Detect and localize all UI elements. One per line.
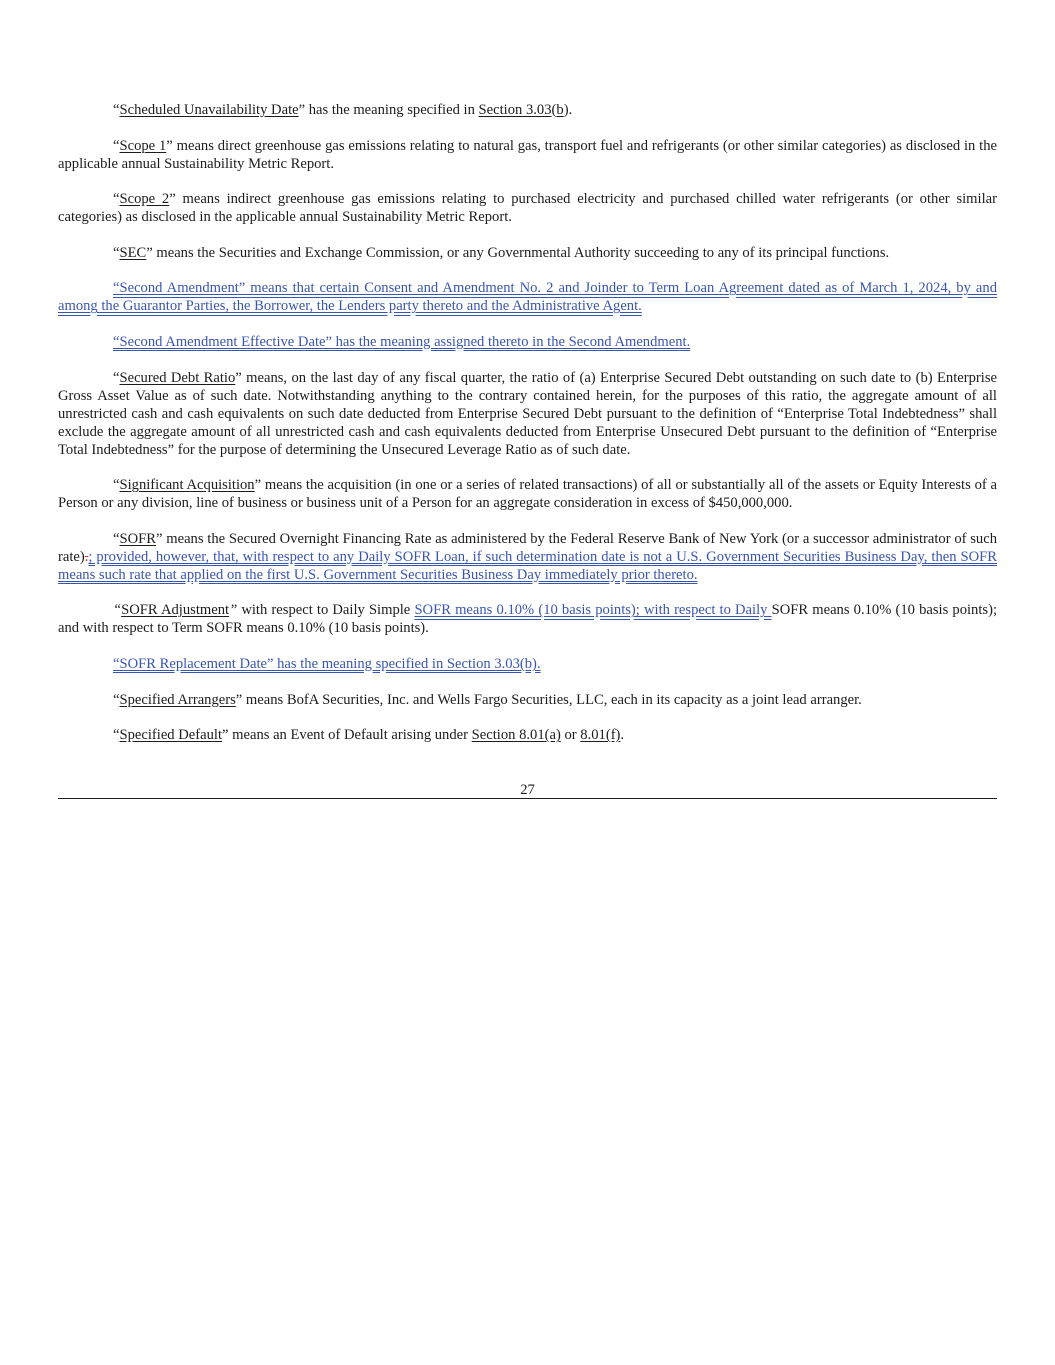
inserted-text: “SOFR Replacement Date” has the meaning specified in Section 3.03(b). <box>113 655 541 672</box>
defined-term: Scope 1 <box>119 137 167 154</box>
defined-term: SEC <box>119 244 147 261</box>
paren-close: ) <box>563 102 569 118</box>
definition-scheduled-unavailability-date <box>58 101 997 119</box>
close-quote: ” <box>229 602 238 619</box>
definition-sofr <box>58 530 997 584</box>
definition-scope-2 <box>58 190 997 226</box>
defined-term: SOFR Adjustment <box>121 602 230 619</box>
definition-text: ” means an Event of Default arising under <box>222 727 472 744</box>
definition-text: ” means the Securities and Exchange Commission, or any Governmental Authority succeeding to any of its principal functions. <box>146 244 890 261</box>
defined-term: Specified Default <box>119 727 223 744</box>
subsection-reference: (a) <box>544 727 561 744</box>
definition-text: ” means the acquisition (in one or a series of related transactions) of all or substantially all of the assets or Equity Interests of a Person or any division, line of business or business unit of a Person for an aggregate consideration in excess of $450,000,000. <box>58 477 997 512</box>
open-quote: “ <box>113 244 120 261</box>
definition-second-amendment-effective-date <box>58 333 997 351</box>
definition-text: ” means BofA Securities, Inc. and Wells Fargo Securities, LLC, each in its capacity as a joint lead arranger. <box>235 691 862 708</box>
definition-significant-acquisition <box>58 476 997 512</box>
open-quote: “ <box>113 602 122 619</box>
definition-sofr-replacement-date <box>58 655 997 673</box>
open-quote: “ <box>113 191 120 208</box>
open-quote: “ <box>113 137 120 154</box>
period: . <box>568 102 573 118</box>
open-quote: “ <box>113 727 120 744</box>
defined-term: Specified Arrangers <box>119 691 236 708</box>
open-quote: “ <box>113 477 120 494</box>
inserted-text: “Second Amendment Effective Date” has the meaning assigned thereto in the Second Amendment. <box>113 333 691 350</box>
conjunction: or <box>560 727 581 744</box>
defined-term: Scope 2 <box>119 191 170 208</box>
document-page <box>58 101 997 762</box>
definition-sec <box>58 244 997 262</box>
definition-text: ” means the Secured Overnight Financing Rate as administered by the Federal Reserve Bank of New York (or a successor administrator of such rate) <box>58 530 997 565</box>
deleted-text: . <box>84 548 89 565</box>
defined-term: Significant Acquisition <box>119 477 255 494</box>
section-reference: Section 3.03 <box>478 102 552 118</box>
defined-term: SOFR <box>119 530 156 547</box>
definition-sofr-adjustment <box>58 601 997 637</box>
section-reference: Section 8.01 <box>471 727 545 744</box>
defined-term: Scheduled Unavailability Date <box>119 102 299 118</box>
open-quote: “ <box>113 530 120 547</box>
definition-text: ” means direct greenhouse gas emissions relating to natural gas, transport fuel and refrigerants (or other similar categories) as disclosed in the applicable annual Sustainability Metric Report. <box>58 137 997 172</box>
open-quote: “ <box>113 369 120 386</box>
definition-text: ” means, on the last day of any fiscal quarter, the ratio of (a) Enterprise Secured Debt outstanding on such date to (b) Enterprise Gross Asset Value as of such date. Notwithstanding anything to the contrary contained herein, for the purposes of this ratio, the aggregate amount of all unrestricted cash and cash equivalents on such date deducted from Enterprise Secured Debt pursuant to the definition of “Enterprise Total Indebtedness” shall exclude the aggregate amount of all unrestricted cash and cash equivalents deducted from Enterprise Unsecured Debt pursuant to the definition of “Enterprise Total Indebtedness” for the purpose of determining the Unsecured Leverage Ratio as of such date. <box>58 369 997 458</box>
page-number: 27 <box>520 782 535 798</box>
definition-second-amendment <box>58 279 997 315</box>
definition-specified-default <box>58 726 997 744</box>
inserted-text: ; provided, however, that, with respect to any Daily SOFR Loan, if such determination date is not a U.S. Government Securities Business Day, then SOFR means such rate that applied on the first U.S. Government Securities Business Day immediately prior thereto. <box>58 548 997 583</box>
definition-secured-debt-ratio <box>58 369 997 459</box>
open-quote: “ <box>113 102 120 118</box>
paren-open: ( <box>551 102 557 118</box>
footer-rule <box>58 798 997 799</box>
subsection-reference: b <box>556 102 564 118</box>
definition-text: with respect to Daily Simple <box>237 602 415 619</box>
definition-specified-arrangers <box>58 691 997 709</box>
definition-text: ” means indirect greenhouse gas emissions relating to purchased electricity and purchased chilled water refrigerants (or other similar categories) as disclosed in the applicable annual Sustainability Metric Report. <box>58 191 997 226</box>
inserted-text: SOFR means 0.10% (10 basis points); with respect to Daily <box>414 602 772 619</box>
period: . <box>620 727 625 744</box>
definition-text: ” has the meaning specified in <box>298 102 479 118</box>
definition-text-continued: SOFR means 0.10% (10 basis points); and with respect to Term SOFR means 0.10% (10 basis points). <box>58 602 998 637</box>
open-quote: “ <box>113 691 120 708</box>
inserted-text: “Second Amendment” means that certain Consent and Amendment No. 2 and Joinder to Term Loan Agreement dated as of March 1, 2024, by and among the Guarantor Parties, the Borrower, the Lenders party thereto and the Administrative Agent. <box>58 280 997 315</box>
definition-scope-1 <box>58 137 997 173</box>
defined-term: Secured Debt Ratio <box>119 369 236 386</box>
section-reference-2: 8.01(f) <box>580 727 621 744</box>
